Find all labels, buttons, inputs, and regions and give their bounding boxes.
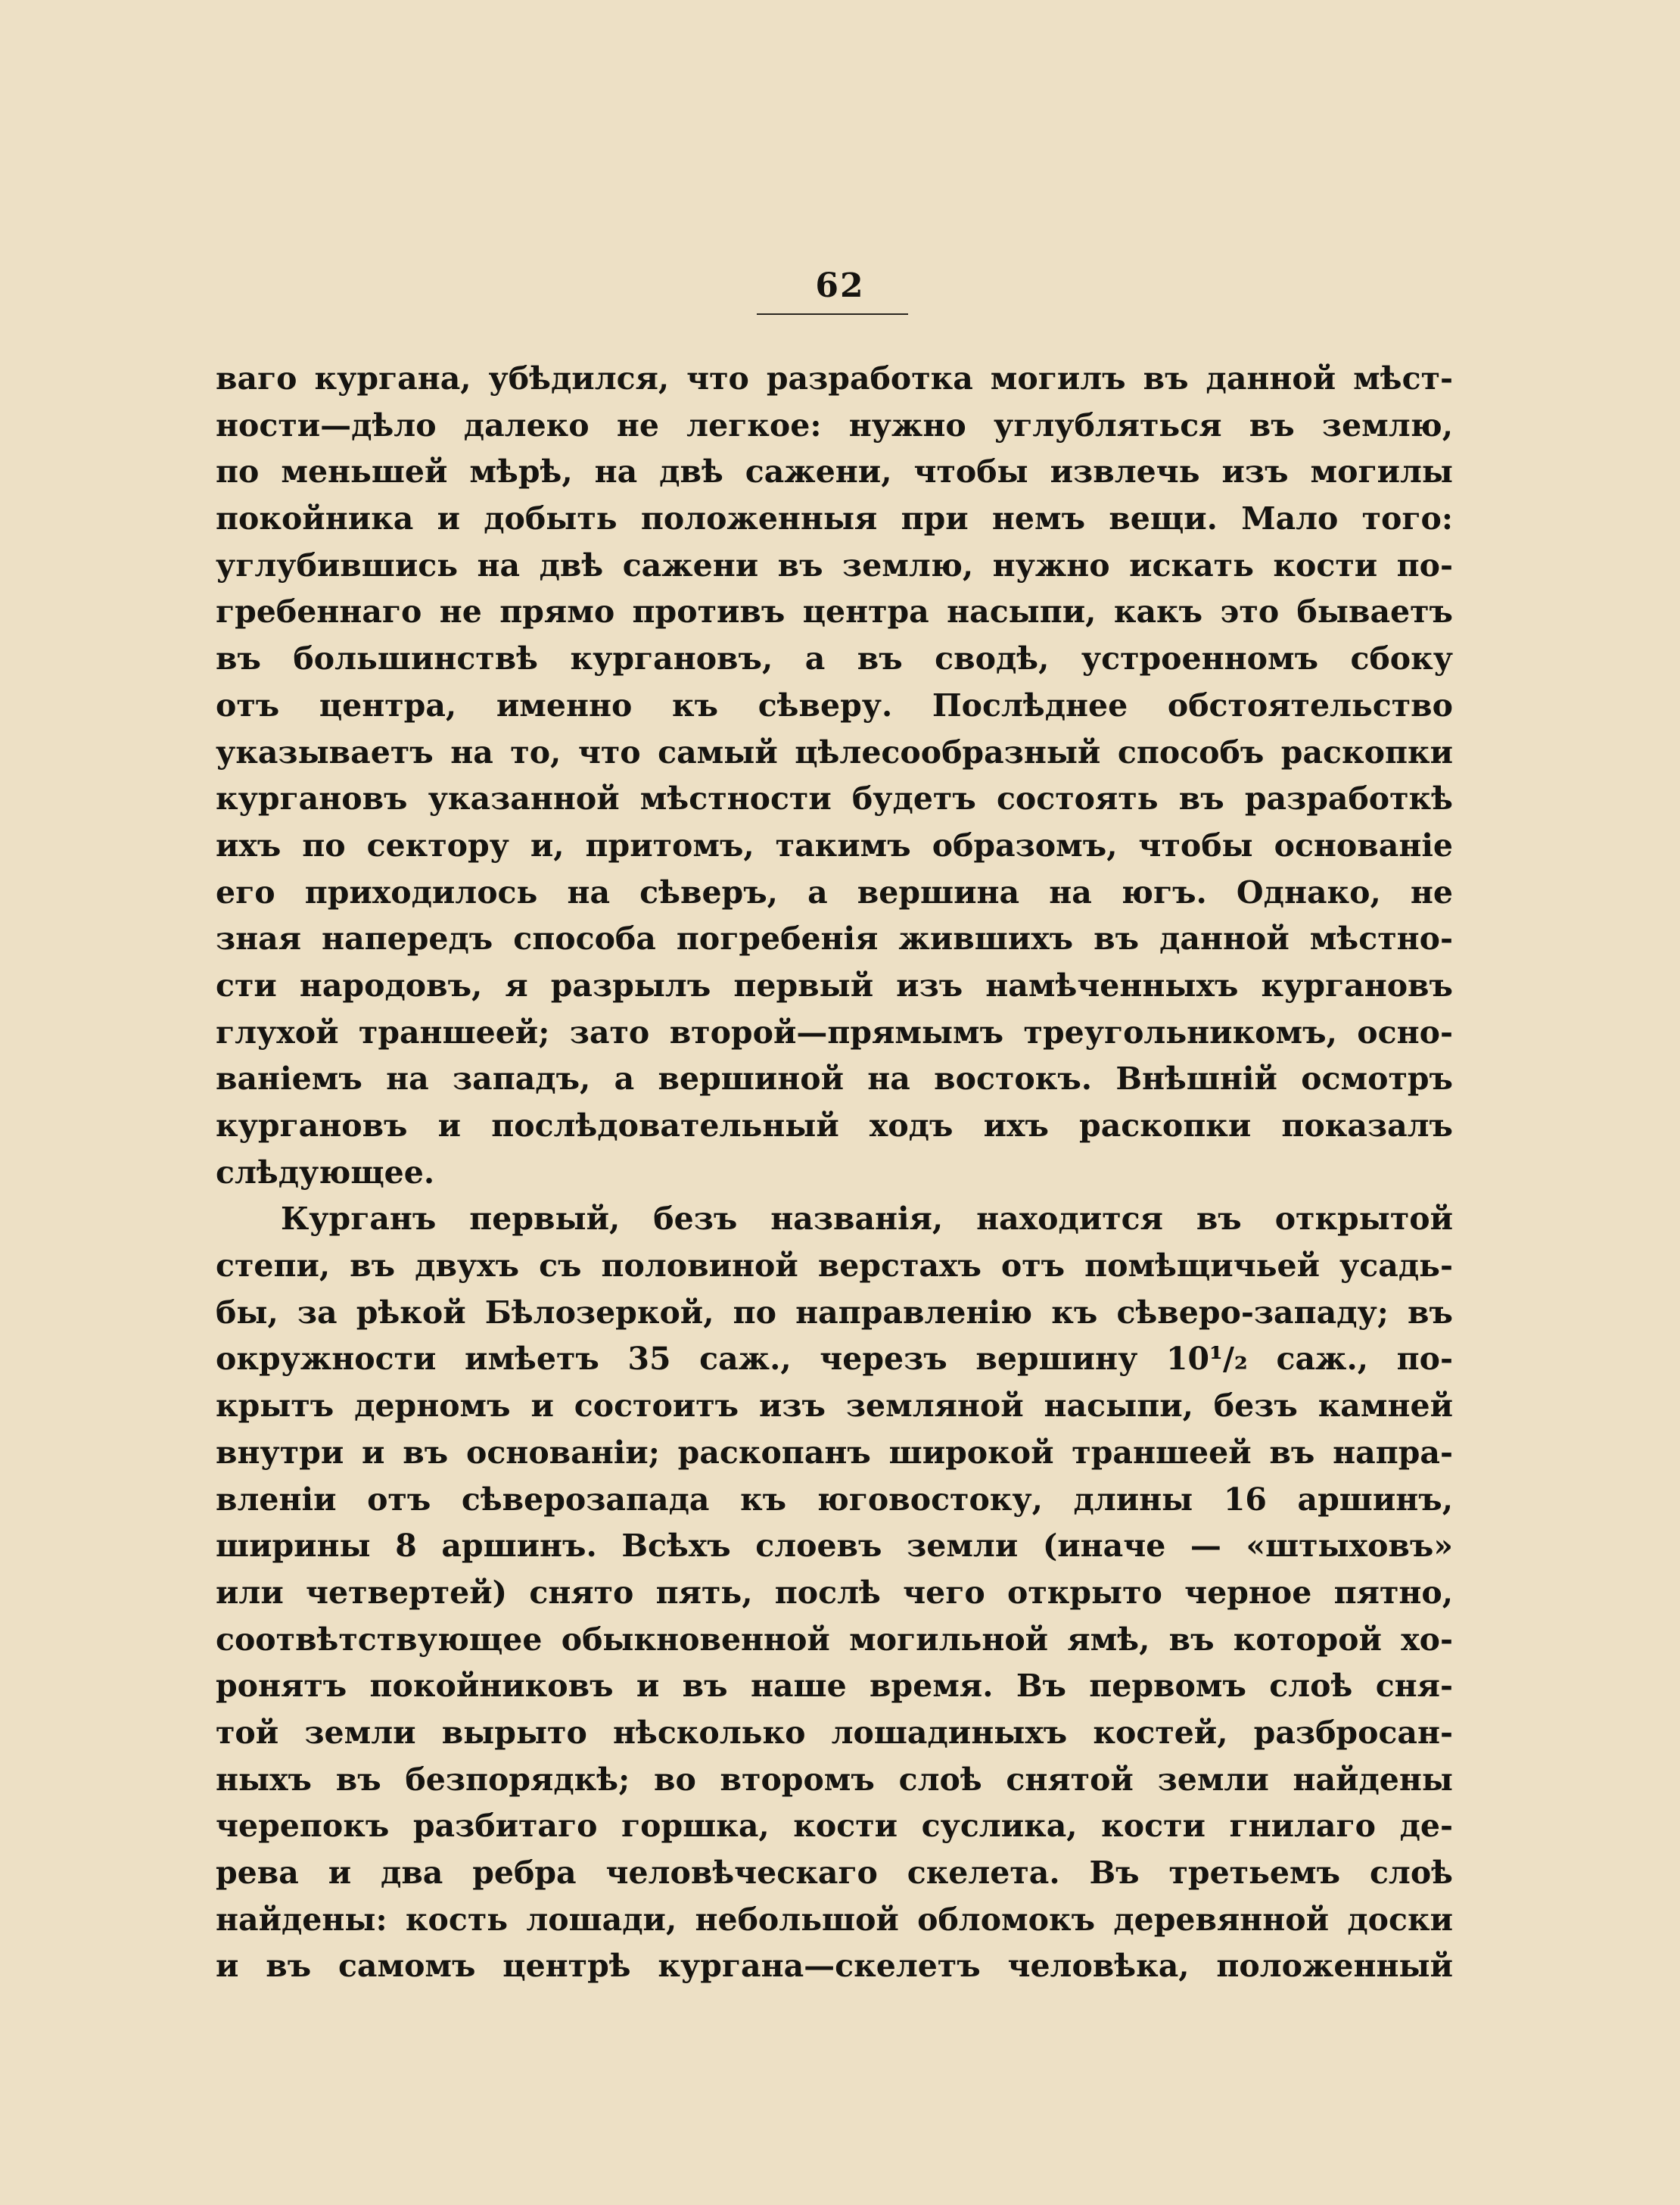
text-line: степи, въ двухъ съ половиной верстахъ отъ помѣщичьей усадь- [216,1247,1453,1285]
text-line: сти народовъ, я разрылъ первый изъ намѣченныхъ кургановъ [216,967,1453,1004]
text-line: рева и два ребра человѣческаго скелета. Въ третьемъ слоѣ [216,1855,1453,1891]
text-line: вленіи отъ сѣверозапада къ юговостоку, длины 16 аршинъ, [216,1481,1453,1518]
text-line: ваніемъ на западъ, а вершиной на востокъ. Внѣшній осмотръ [216,1060,1453,1098]
text-line: черепокъ разбитаго горшка, кости суслика, кости гнилаго де- [216,1808,1453,1845]
text-line: ронятъ покойниковъ и въ наше время. Въ первомъ слоѣ сня- [216,1668,1453,1705]
text-line: крытъ дерномъ и состоитъ изъ земляной насыпи, безъ камней [216,1387,1453,1425]
paragraph-start-line: Курганъ первый, безъ названія, находится въ открытой [281,1201,1453,1238]
text-line: покойника и добыть положенныя при немъ вещи. Мало того: [216,500,1453,537]
text-line: или четвертей) снято пять, послѣ чего открыто черное пятно, [216,1574,1453,1611]
text-line: по меньшей мѣрѣ, на двѣ сажени, чтобы извлечь изъ могилы [216,453,1453,491]
text-line: и въ самомъ центрѣ кургана—скелетъ человѣка, положенный [216,1948,1453,1985]
text-line: окружности имѣетъ 35 саж., черезъ вершину 10¹/₂ саж., по- [216,1341,1453,1378]
text-line: той земли вырыто нѣсколько лошадиныхъ костей, разбросан- [216,1714,1453,1751]
page-number-rule [757,313,908,315]
page-number: 62 [815,266,865,305]
text-line: углубившись на двѣ сажени въ землю, нужно искать кости по- [216,547,1453,584]
text-line: кургановъ указанной мѣстности будетъ состоять въ разработкѣ [216,780,1453,818]
text-line: отъ центра, именно къ сѣверу. Послѣднее обстоятельство [216,687,1453,724]
text-line: ихъ по сектору и, притомъ, такимъ образомъ, чтобы основаніе [216,827,1453,864]
text-line: его приходилось на сѣверъ, а вершина на югъ. Однако, не [216,874,1453,911]
text-line: соотвѣтствующее обыкновенной могильной ямѣ, въ которой хо- [216,1621,1453,1658]
text-line: внутри и въ основаніи; раскопанъ широкой траншеей въ напра- [216,1434,1453,1471]
text-line: гребеннаго не прямо противъ центра насыпи, какъ это бываетъ [216,593,1453,631]
text-line: въ большинствѣ кургановъ, а въ сводѣ, устроенномъ сбоку [216,640,1453,677]
text-line: ширины 8 аршинъ. Всѣхъ слоевъ земли (иначе — «штыховъ» [216,1528,1453,1565]
text-line: указываетъ на то, что самый цѣлесообразный способъ раскопки [216,733,1453,771]
text-line: ныхъ въ безпорядкѣ; во второмъ слоѣ снятой земли найдены [216,1761,1453,1798]
text-line: бы, за рѣкой Бѣлозеркой, по направленію къ сѣверо-западу; въ [216,1294,1453,1331]
body-text [216,356,1453,1990]
text-line: ности—дѣло далеко не легкое: нужно углубляться въ землю, [216,406,1453,444]
text-line: зная напередъ способа погребенія жившихъ въ данной мѣстно- [216,920,1453,958]
text-line: кургановъ и послѣдовательный ходъ ихъ раскопки показалъ [216,1107,1453,1144]
paragraph-end-line: слѣдующее. [216,1154,435,1191]
text-line: найдены: кость лошади, небольшой обломокъ деревянной доски [216,1901,1453,1938]
text-line: глухой траншеей; зато второй—прямымъ треугольникомъ, осно- [216,1014,1453,1051]
text-line: ваго кургана, убѣдился, что разработка могилъ въ данной мѣст- [216,360,1453,397]
